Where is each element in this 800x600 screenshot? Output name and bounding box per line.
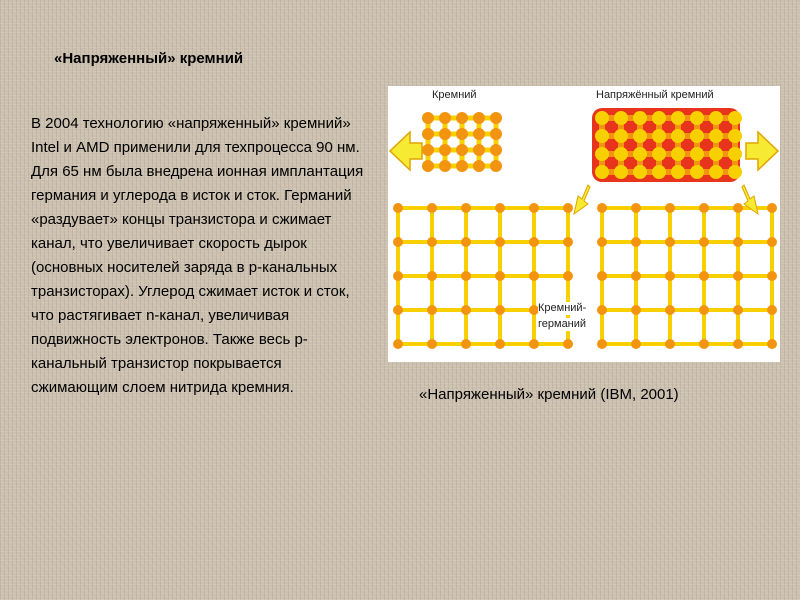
lattice-atom [422,128,434,140]
lattice-atom [595,129,609,143]
label-strained-silicon: Напряжённый кремний [596,89,714,101]
lattice-atom [529,271,539,281]
lattice-atom [671,129,685,143]
lattice-atom [733,305,743,315]
lattice-atom [490,160,502,172]
right-arrow-icon [746,132,778,170]
lattice-atom [631,339,641,349]
lattice-atom [422,144,434,156]
lattice-atom [393,339,403,349]
lattice-atom [563,237,573,247]
lattice-atom [652,165,666,179]
lattice-atom [427,339,437,349]
lattice-atom [633,147,647,161]
lattice-atom [699,339,709,349]
lattice-atom [631,237,641,247]
lattice-atom [393,305,403,315]
lattice-atom [495,237,505,247]
lattice-atom [614,147,628,161]
lattice-atom [709,111,723,125]
lattice-atom [767,237,777,247]
lattice-atom [709,165,723,179]
lattice-atom [631,305,641,315]
lattice-atom [439,144,451,156]
lattice-atom [473,112,485,124]
left-arrow-icon [390,132,422,170]
lattice-atom [422,160,434,172]
lattice-atom [699,203,709,213]
lattice-atom [733,203,743,213]
lattice-atom [652,147,666,161]
lattice-atom [461,203,471,213]
lattice-atom [614,129,628,143]
lattice-atom [733,339,743,349]
lattice-atom [427,305,437,315]
lattice-atom [631,203,641,213]
lattice-atom [597,339,607,349]
silicon-germanium-lattice [597,203,777,349]
strained-silicon-lattice [592,108,742,182]
lattice-atom [461,305,471,315]
silicon-small-lattice [422,112,502,172]
lattice-atom [633,111,647,125]
lattice-atom [690,111,704,125]
lattice-atom [733,237,743,247]
lattice-atom [439,160,451,172]
lattice-atom [671,165,685,179]
lattice-atom [456,112,468,124]
lattice-atom [699,271,709,281]
lattice-atom [767,271,777,281]
label-silicon-germanium-2: германий [538,318,587,330]
lattice-atom [665,339,675,349]
lattice-atom [728,165,742,179]
lattice-atom [595,147,609,161]
lattice-atom [665,237,675,247]
lattice-atom [473,160,485,172]
lattice-atom [665,271,675,281]
lattice-atom [490,128,502,140]
lattice-atom [597,203,607,213]
lattice-atom [709,129,723,143]
lattice-atom [767,339,777,349]
lattice-atom [665,305,675,315]
down-left-arrow-icon [574,185,590,214]
lattice-atom [529,203,539,213]
lattice-atom [563,339,573,349]
lattice-atom [595,165,609,179]
lattice-atom [393,237,403,247]
lattice-atom [439,112,451,124]
lattice-atom [699,237,709,247]
lattice-atom [461,271,471,281]
lattice-atom [422,112,434,124]
lattice-atom [633,129,647,143]
lattice-atom [728,147,742,161]
lattice-atom [631,271,641,281]
lattice-atom [652,111,666,125]
lattice-atom [665,203,675,213]
lattice-atom [595,111,609,125]
lattice-atom [456,128,468,140]
lattice-atom [652,129,666,143]
lattice-atom [495,339,505,349]
lattice-atom [671,147,685,161]
lattice-atom [690,165,704,179]
lattice-atom [490,144,502,156]
lattice-atom [690,147,704,161]
lattice-atom [529,339,539,349]
lattice-atom [473,128,485,140]
lattice-atom [495,271,505,281]
lattice-atom [614,165,628,179]
label-silicon-germanium-1: Кремний- [538,302,587,314]
lattice-atom [393,271,403,281]
slide-title: «Напряженный» кремний [54,50,244,67]
lattice-atom [597,271,607,281]
lattice-atom [495,203,505,213]
lattice-atom [733,271,743,281]
lattice-atom [563,271,573,281]
lattice-atom [427,203,437,213]
lattice-atom [427,237,437,247]
lattice-atom [671,111,685,125]
lattice-atom [456,144,468,156]
lattice-atom [633,165,647,179]
lattice-atom [495,305,505,315]
lattice-atom [767,305,777,315]
lattice-atom [490,112,502,124]
label-silicon: Кремний [432,89,477,101]
lattice-atom [427,271,437,281]
lattice-atom [393,203,403,213]
figure-caption: «Напряженный» кремний (IBM, 2001) [419,386,679,403]
lattice-atom [473,144,485,156]
lattice-atom [728,129,742,143]
lattice-atom [563,203,573,213]
lattice-atom [767,203,777,213]
lattice-atom [439,128,451,140]
body-text: В 2004 технологию «напряженный» кремний» Intel и AMD применили для техпроцесса 90 нм. Для 65 нм была внедрена ионная имплантация германия и углерода в исток и сток. Германий «раздувает» концы транзистора и сжимает канал, что увеличивает скорость дырок (основных носителей заряда в p-канальных транзисторах). Углерод сжимает исток и сток, что растягивает n-канал, увеличивая подвижность электронов. Также весь p-канальный транзистор покрывается сжимающим слоем нитрида кремния. [31,115,364,396]
lattice-atom [728,111,742,125]
lattice-atom [709,147,723,161]
lattice-atom [461,237,471,247]
lattice-atom [597,237,607,247]
lattice-atom [529,237,539,247]
lattice-atom [461,339,471,349]
strained-silicon-figure [388,86,780,362]
lattice-atom [614,111,628,125]
lattice-atom [597,305,607,315]
lattice-atom [456,160,468,172]
lattice-atom [690,129,704,143]
lattice-atom [699,305,709,315]
